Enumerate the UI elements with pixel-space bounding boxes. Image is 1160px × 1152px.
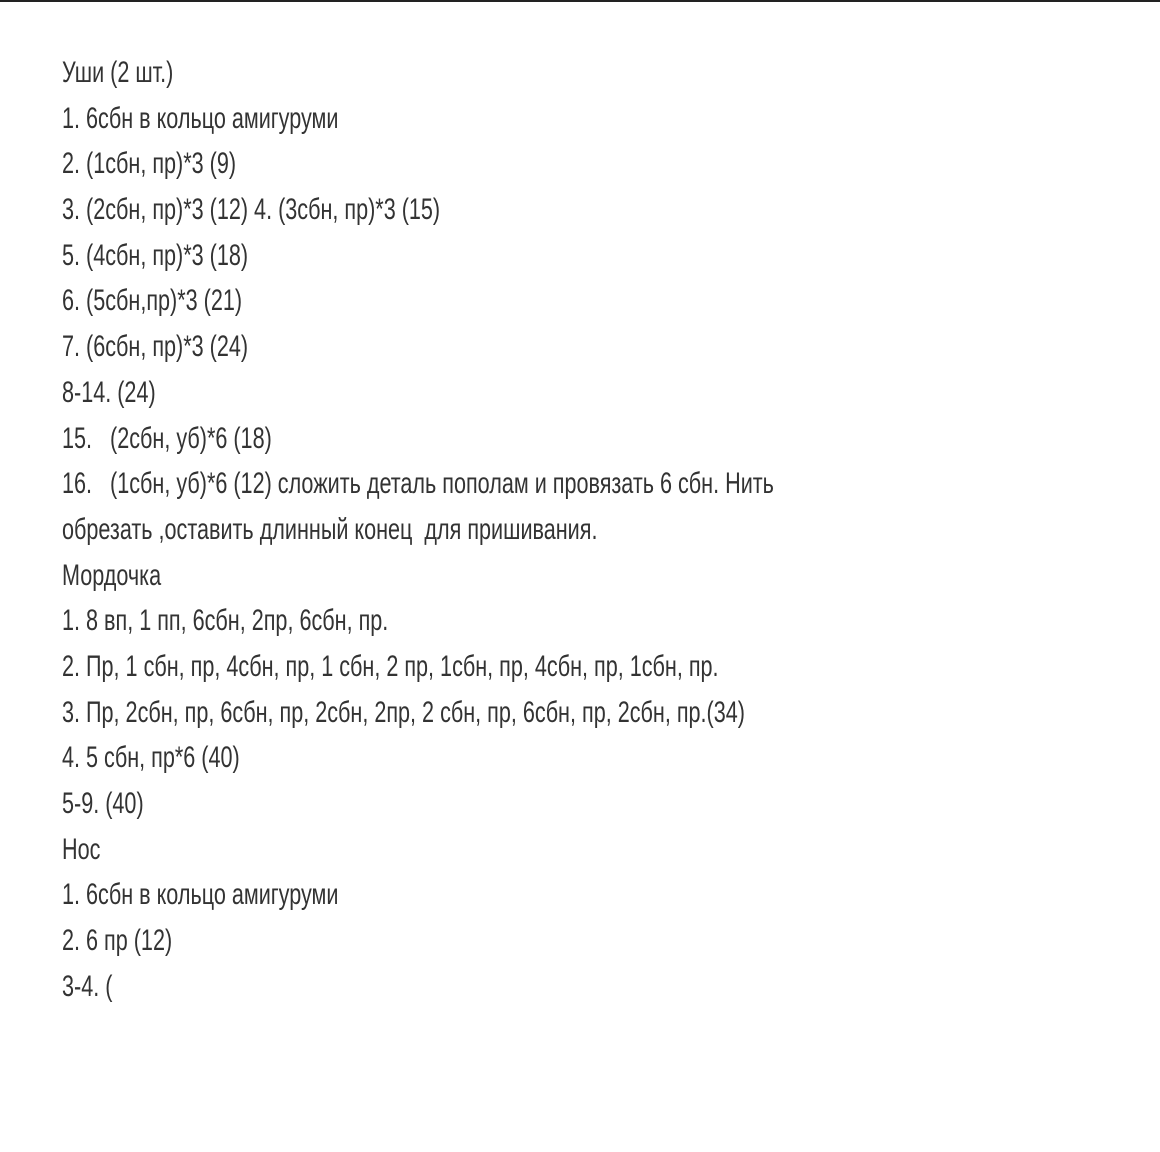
pattern-line: обрезать ,оставить длинный конец для пришивания. xyxy=(62,512,598,546)
pattern-line: 2. Пр, 1 сбн, пр, 4сбн, пр, 1 сбн, 2 пр, 1сбн, пр, 4сбн, пр, 1сбн, пр. xyxy=(62,649,719,683)
pattern-line: 3-4. ( xyxy=(62,969,113,1003)
pattern-text xyxy=(62,50,1113,1009)
pattern-line: 1. 6сбн в кольцо амигуруми xyxy=(62,878,339,912)
pattern-line: 1. 8 вп, 1 пп, 6сбн, 2пр, 6сбн, пр. xyxy=(62,604,389,638)
pattern-line: 2. (1сбн, пр)*3 (9) xyxy=(62,147,237,181)
pattern-line: 2. 6 пр (12) xyxy=(62,924,173,958)
pattern-line: 1. 6сбн в кольцо амигуруми xyxy=(62,101,339,135)
pattern-line: 6. (5сбн,пр)*3 (21) xyxy=(62,284,243,318)
pattern-line: 7. (6сбн, пр)*3 (24) xyxy=(62,330,249,364)
top-border-line xyxy=(0,0,1160,2)
pattern-line: 15. (2сбн, уб)*6 (18) xyxy=(62,421,272,455)
pattern-line: 3. Пр, 2сбн, пр, 6сбн, пр, 2сбн, 2пр, 2 сбн, пр, 6сбн, пр, 2сбн, пр.(34) xyxy=(62,695,745,729)
pattern-line: 5-9. (40) xyxy=(62,787,144,820)
section-title-nose: Нос xyxy=(62,832,101,866)
pattern-line: 8-14. (24) xyxy=(62,375,156,409)
pattern-line: 16. (1сбн, уб)*6 (12) сложить деталь пополам и провязать 6 сбн. Нить xyxy=(62,467,774,501)
pattern-line: 4. 5 сбн, пр*6 (40) xyxy=(62,741,240,775)
pattern-line: 5. (4сбн, пр)*3 (18) xyxy=(62,238,249,272)
pattern-line: 3. (2сбн, пр)*3 (12) 4. (3сбн, пр)*3 (15) xyxy=(62,193,441,227)
section-title-muzzle: Мордочка xyxy=(62,558,162,592)
section-title-ears: Уши (2 шт.) xyxy=(62,56,174,89)
